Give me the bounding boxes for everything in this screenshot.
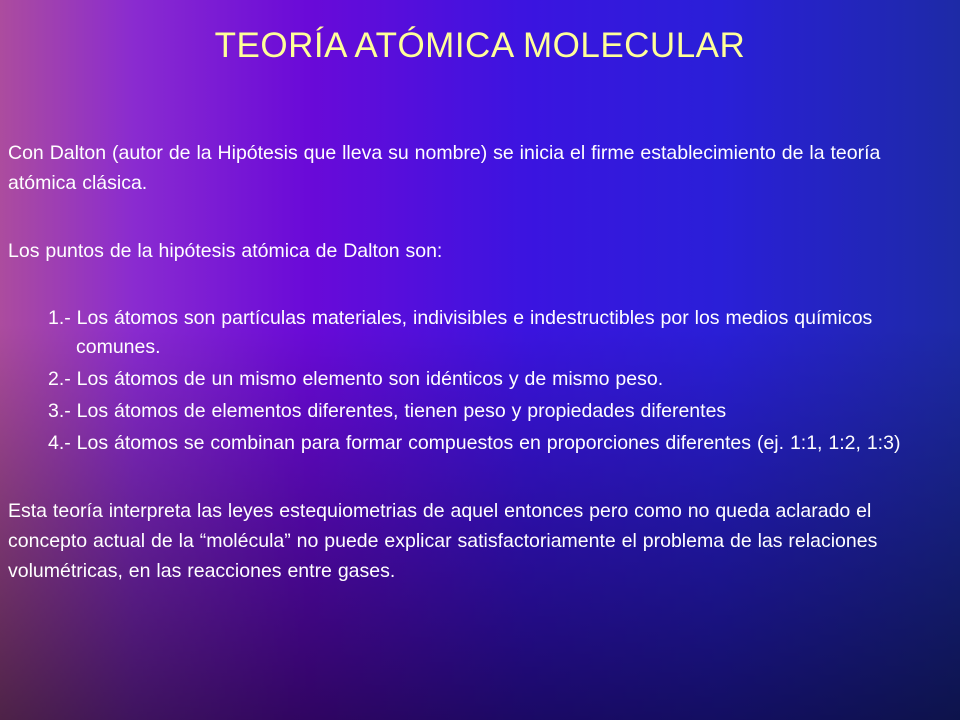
slide-title: TEORÍA ATÓMICA MOLECULAR bbox=[214, 26, 746, 65]
list-item: 4.- Los átomos se combinan para formar compuestos en proporciones diferentes (ej. 1:1, 1:2, 1:3) bbox=[48, 432, 901, 454]
conclusion-paragraph: Esta teoría interpreta las leyes estequiometrias de aquel entonces pero como no queda aclarado el concepto actual de la “molécula” no puede explicar satisfactoriamente el problema de las relaciones volumétricas, en las reacciones entre gases. bbox=[8, 500, 878, 582]
list-item: 2.- Los átomos de un mismo elemento son idénticos y de mismo peso. bbox=[48, 368, 664, 390]
list-item: 1.- Los átomos son partículas materiales, indivisibles e indestructibles por los medios químicos comunes. bbox=[48, 307, 873, 358]
points-heading: Los puntos de la hipótesis atómica de Dalton son: bbox=[8, 240, 443, 262]
list-item: 3.- Los átomos de elementos diferentes, tienen peso y propiedades diferentes bbox=[48, 400, 727, 422]
dalton-points-list bbox=[8, 304, 952, 458]
intro-paragraph: Con Dalton (autor de la Hipótesis que lleva su nombre) se inicia el firme establecimiento de la teoría atómica clásica. bbox=[8, 142, 881, 194]
slide-body bbox=[8, 138, 952, 586]
